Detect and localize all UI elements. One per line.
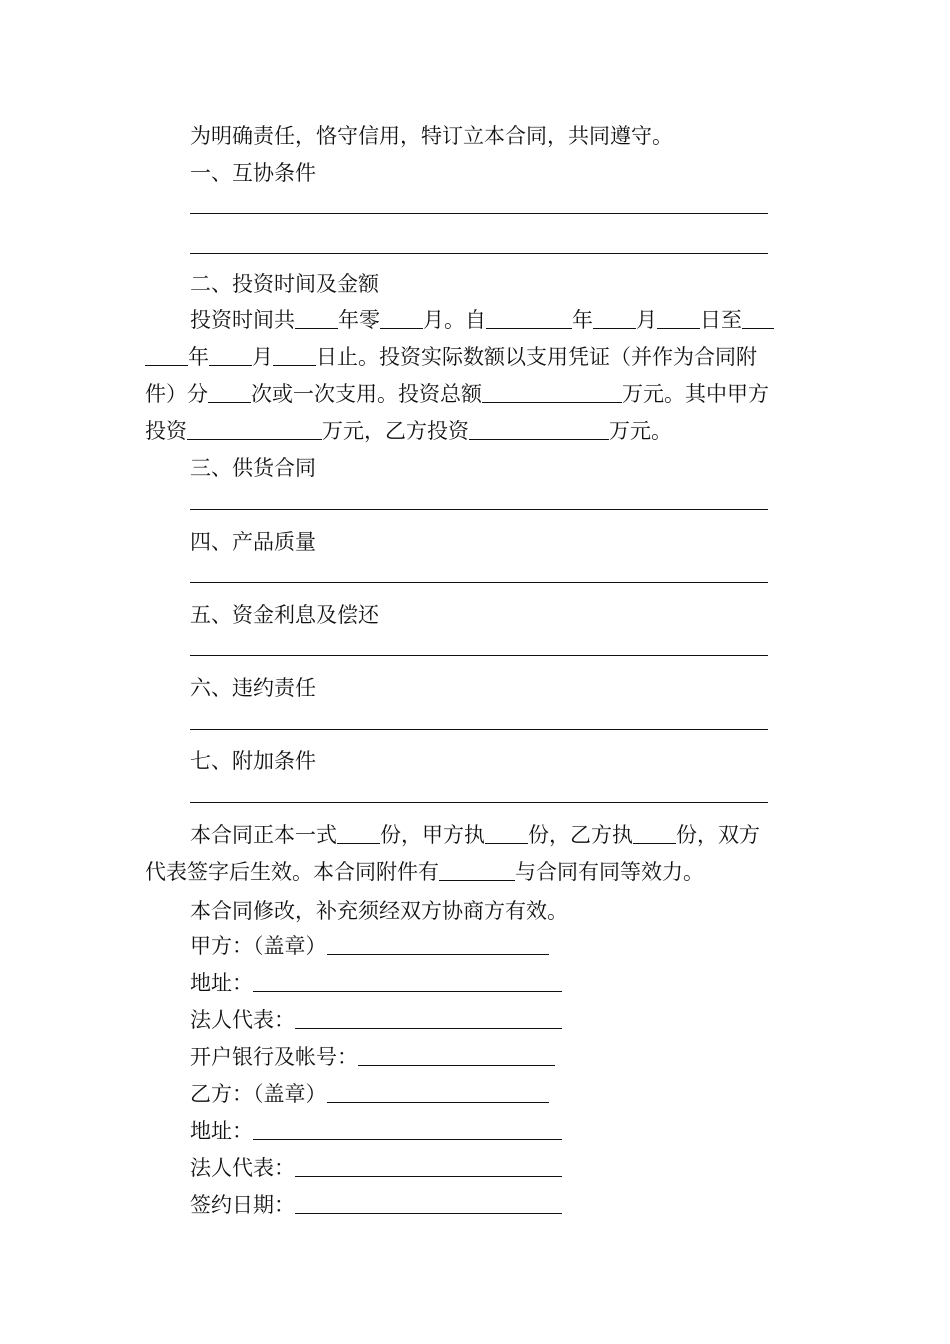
legal-rep-a-line	[190, 1005, 562, 1035]
bank-account-blank	[358, 1045, 555, 1066]
section-2-heading: 二、投资时间及金额	[190, 272, 379, 296]
investment-text: 日至	[700, 308, 742, 332]
attachments-blank	[439, 860, 515, 881]
investment-text: 万元，乙方投资	[322, 419, 469, 443]
bank-account-label: 开户银行及帐号：	[190, 1045, 358, 1069]
investment-text: 月	[252, 345, 273, 369]
section-1-blank-line-2	[190, 253, 768, 254]
copies-text: 份，乙方执	[528, 823, 633, 847]
end-month-blank	[209, 345, 252, 366]
years-blank	[295, 308, 338, 329]
investment-text: 年	[572, 308, 593, 332]
address-b-blank	[253, 1119, 562, 1140]
address-a-label: 地址：	[190, 971, 253, 995]
investment-line-1	[190, 305, 774, 335]
intro-text: 为明确责任，恪守信用，特订立本合同，共同遵守。	[190, 124, 673, 148]
section-7-blank-line	[190, 802, 768, 803]
party-a-label: 甲方：（盖章）	[190, 934, 327, 958]
section-4-heading: 四、产品质量	[190, 530, 316, 554]
months-blank	[380, 308, 423, 329]
investment-text: 万元。其中甲方	[622, 382, 769, 406]
start-year-blank	[486, 308, 572, 329]
investment-text: 日止。投资实际数额以支用凭证（并作为合同附	[316, 345, 757, 369]
investment-text: 次或一次支用。投资总额	[251, 382, 482, 406]
section-1-blank-line-1	[190, 213, 768, 214]
end-day-blank	[273, 345, 316, 366]
section-1-heading: 一、互协条件	[190, 161, 316, 185]
start-month-blank	[593, 308, 636, 329]
section-6-heading: 六、违约责任	[190, 676, 316, 700]
investment-text: 月	[636, 308, 657, 332]
section-5-blank-line	[190, 655, 768, 656]
address-a-blank	[253, 971, 562, 992]
party-a-investment-blank	[187, 419, 322, 440]
section-6-blank-line	[190, 729, 768, 730]
copies-text: 份，甲方执	[380, 823, 485, 847]
total-investment-blank	[482, 382, 622, 403]
address-b-label: 地址：	[190, 1119, 253, 1143]
sign-date-blank	[295, 1193, 562, 1214]
address-b-line	[190, 1116, 562, 1146]
bank-account-line	[190, 1042, 555, 1072]
section-7-heading: 七、附加条件	[190, 749, 316, 773]
investment-text: 投资	[145, 419, 187, 443]
end-year-blank	[145, 345, 188, 366]
party-b-copies-blank	[633, 823, 676, 844]
legal-rep-b-blank	[295, 1156, 562, 1177]
section-5-heading: 五、资金利息及偿还	[190, 603, 379, 627]
investment-text: 年零	[338, 308, 380, 332]
party-b-blank	[327, 1082, 549, 1103]
investment-text: 万元。	[609, 419, 672, 443]
section-3-blank-line	[190, 509, 768, 510]
legal-rep-b-line	[190, 1153, 562, 1183]
party-a-line	[190, 931, 549, 961]
copies-text: 与合同有同等效力。	[515, 860, 704, 884]
copies-text: 本合同正本一式	[190, 823, 337, 847]
party-a-blank	[327, 934, 549, 955]
end-year-blank-part	[742, 308, 774, 329]
copies-text: 代表签字后生效。本合同附件有	[145, 860, 439, 884]
legal-rep-a-blank	[295, 1008, 562, 1029]
section-3-heading: 三、供货合同	[190, 456, 316, 480]
copies-text: 份，双方	[676, 823, 760, 847]
legal-rep-b-label: 法人代表：	[190, 1156, 295, 1180]
modification-text: 本合同修改，补充须经双方协商方有效。	[190, 899, 568, 923]
investment-text: 年	[188, 345, 209, 369]
sign-date-label: 签约日期：	[190, 1193, 295, 1217]
address-a-line	[190, 968, 562, 998]
copies-line-1	[190, 820, 760, 850]
installments-blank	[208, 382, 251, 403]
investment-text: 月。自	[423, 308, 486, 332]
party-b-line	[190, 1079, 549, 1109]
party-b-investment-blank	[469, 419, 609, 440]
investment-text: 投资时间共	[190, 308, 295, 332]
legal-rep-a-label: 法人代表：	[190, 1008, 295, 1032]
copies-line-2	[145, 857, 704, 887]
party-a-copies-blank	[485, 823, 528, 844]
investment-text: 件）分	[145, 382, 208, 406]
investment-line-4	[145, 416, 672, 446]
party-b-label: 乙方：（盖章）	[190, 1082, 327, 1106]
investment-line-2	[145, 342, 757, 372]
start-day-blank	[657, 308, 700, 329]
investment-line-3	[145, 379, 769, 409]
section-4-blank-line	[190, 582, 768, 583]
copies-count-blank	[337, 823, 380, 844]
sign-date-line	[190, 1190, 562, 1220]
